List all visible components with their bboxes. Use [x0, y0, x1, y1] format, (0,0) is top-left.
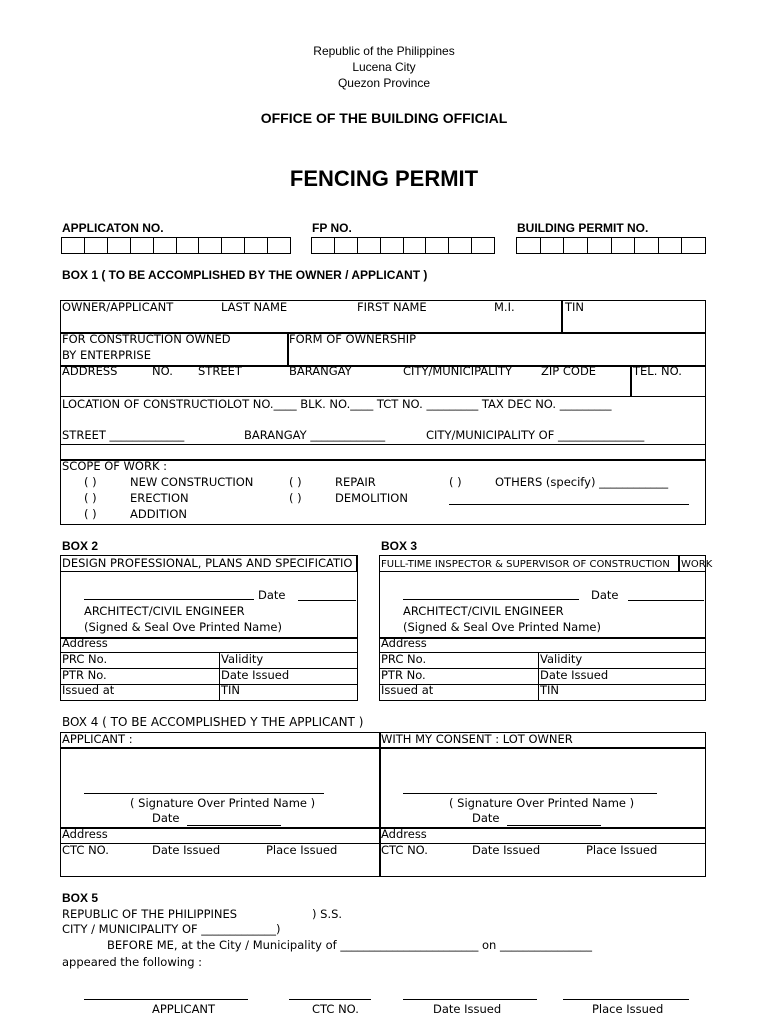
new-construction-checkbox[interactable]: ( ): [84, 475, 97, 489]
box5-date-issued-line: [403, 999, 537, 1000]
location-line: LOCATION OF CONSTRUCTIOLOT NO.____ BLK. NO.____ TCT NO. _________ TAX DEC NO. _________: [62, 397, 612, 411]
box3-date-label: Date: [591, 588, 619, 602]
box3-date-issued: Date Issued: [540, 668, 609, 682]
office-title: OFFICE OF THE BUILDING OFFICIAL: [260, 110, 508, 126]
box4-applicant-ctc: CTC NO.: [62, 843, 109, 857]
box4-owner-address: Address: [381, 827, 427, 841]
tel-no-label: TEL. NO.: [633, 364, 682, 378]
address-city-label: CITY/MUNICIPALITY: [403, 364, 513, 378]
form-of-ownership-label: FORM OF OWNERSHIP: [289, 332, 417, 346]
box5-applicant-label: APPLICANT: [152, 1002, 216, 1016]
repair-checkbox[interactable]: ( ): [289, 475, 302, 489]
mi-label: M.I.: [494, 300, 515, 314]
box2-prc: PRC No.: [62, 652, 108, 666]
box4-owner-place-issued: Place Issued: [586, 843, 658, 857]
erection-label: ERECTION: [130, 491, 189, 505]
box4-owner-date-label: Date: [472, 811, 500, 825]
box4-applicant-signature-caption: ( Signature Over Printed Name ): [130, 796, 316, 810]
republic-line: Republic of the Philippines: [313, 44, 455, 58]
owner-applicant-label: OWNER/APPLICANT: [62, 300, 174, 314]
box4-applicant-date-line: [187, 825, 281, 826]
box1-heading: BOX 1 ( TO BE ACCOMPLISHED BY THE OWNER / APPLICANT ): [62, 268, 428, 282]
box2-signed: (Signed & Seal Ove Printed Name): [84, 620, 282, 634]
by-enterprise-label: BY ENTERPRISE: [62, 348, 151, 362]
box5-republic: REPUBLIC OF THE PHILIPPINES: [62, 907, 238, 921]
box3-signature-line: [403, 599, 579, 600]
box2-ptr: PTR No.: [62, 668, 107, 682]
building-permit-no-label: BUILDING PERMIT NO.: [517, 221, 649, 235]
repair-label: REPAIR: [335, 475, 376, 489]
address-barangay-label: BARANGAY: [289, 364, 352, 378]
box4-owner-ctc: CTC NO.: [381, 843, 428, 857]
address-label: ADDRESS: [62, 364, 118, 378]
address-no-label: NO.: [152, 364, 173, 378]
tin-label: TIN: [565, 300, 585, 314]
box2-date-label: Date: [258, 588, 286, 602]
box3-prc: PRC No.: [381, 652, 427, 666]
box4-owner-signature-caption: ( Signature Over Printed Name ): [449, 796, 635, 810]
box4-heading: BOX 4 ( TO BE ACCOMPLISHED Y THE APPLICANT ): [62, 715, 364, 729]
page-title: FENCING PERMIT: [289, 166, 479, 191]
first-name-label: FIRST NAME: [357, 300, 427, 314]
construction-owned-label: FOR CONSTRUCTION OWNED: [62, 332, 231, 346]
box5-date-issued-label: Date Issued: [433, 1002, 502, 1016]
city-line-field: CITY/MUNICIPALITY OF _______________: [426, 428, 645, 442]
box5-city: CITY / MUNICIPALITY OF _____________): [62, 922, 281, 936]
new-construction-label: NEW CONSTRUCTION: [130, 475, 254, 489]
others-specify-line: [449, 504, 689, 505]
box2-issued-at: Issued at: [62, 683, 115, 697]
box5-ss: ) S.S.: [312, 907, 343, 921]
box3-address: Address: [381, 636, 427, 650]
box3-ptr: PTR No.: [381, 668, 426, 682]
addition-checkbox[interactable]: ( ): [84, 507, 97, 521]
barangay-line: BARANGAY _____________: [244, 428, 386, 442]
box3-title: FULL-TIME INSPECTOR & SUPERVISOR OF CONSTRUCTION: [381, 559, 670, 570]
box3-role: ARCHITECT/CIVIL ENGINEER: [403, 604, 564, 618]
box4-owner-date-line: [507, 825, 601, 826]
building-permit-no-input[interactable]: [516, 237, 706, 254]
addition-label: ADDITION: [130, 507, 188, 521]
box2-role: ARCHITECT/CIVIL ENGINEER: [84, 604, 245, 618]
others-label: OTHERS (specify) ____________: [495, 475, 669, 489]
box4-applicant-signature-line: [84, 793, 324, 794]
last-name-label: LAST NAME: [221, 300, 288, 314]
box2-address: Address: [62, 636, 108, 650]
fp-no-input[interactable]: [311, 237, 495, 254]
scope-of-work-label: SCOPE OF WORK :: [62, 459, 168, 473]
others-checkbox[interactable]: ( ): [449, 475, 462, 489]
box2-validity: Validity: [221, 652, 264, 666]
box2-tin: TIN: [221, 683, 241, 697]
box3-title-cut: WORK: [681, 559, 713, 570]
box3-date-line: [628, 600, 704, 601]
box5-applicant-line: [84, 999, 248, 1000]
erection-checkbox[interactable]: ( ): [84, 491, 97, 505]
fp-no-label: FP NO.: [312, 221, 352, 235]
box5-place-issued-label: Place Issued: [592, 1002, 664, 1016]
box5-ctc-label: CTC NO.: [312, 1002, 359, 1016]
box2-date-line: [298, 600, 356, 601]
box3-signed: (Signed & Seal Ove Printed Name): [403, 620, 601, 634]
box4-applicant-address: Address: [62, 827, 108, 841]
box4-applicant-date-issued: Date Issued: [152, 843, 221, 857]
application-no-input[interactable]: [61, 237, 291, 254]
box5-place-issued-line: [563, 999, 689, 1000]
box3-heading: BOX 3: [381, 539, 418, 553]
box5-before-me: BEFORE ME, at the City / Municipality of ________________________ on ________________: [107, 938, 592, 952]
box4-consent-label: WITH MY CONSENT : LOT OWNER: [381, 732, 573, 746]
demolition-label: DEMOLITION: [335, 491, 408, 505]
box5-ctc-line: [289, 999, 371, 1000]
box3-validity: Validity: [540, 652, 583, 666]
box2-date-issued: Date Issued: [221, 668, 290, 682]
box2-title: DESIGN PROFESSIONAL, PLANS AND SPECIFICATIO: [62, 556, 353, 570]
address-street-label: STREET: [198, 364, 242, 378]
street-line: STREET _____________: [62, 428, 185, 442]
box3-issued-at: Issued at: [381, 683, 434, 697]
city-line: Lucena City: [352, 60, 416, 74]
box2-signature-line: [84, 599, 254, 600]
box4-applicant-date-label: Date: [152, 811, 180, 825]
box4-owner-signature-line: [403, 793, 657, 794]
box2-heading: BOX 2: [62, 539, 99, 553]
box4-applicant-label: APPLICANT :: [62, 732, 133, 746]
zip-code-label: ZIP CODE: [541, 364, 597, 378]
province-line: Quezon Province: [337, 76, 431, 90]
demolition-checkbox[interactable]: ( ): [289, 491, 302, 505]
box5-heading: BOX 5: [62, 891, 99, 905]
box5-appeared: appeared the following :: [62, 955, 203, 969]
box3-tin: TIN: [540, 683, 560, 697]
application-no-label: APPLICATON NO.: [62, 221, 164, 235]
box4-applicant-place-issued: Place Issued: [266, 843, 338, 857]
box4-owner-date-issued: Date Issued: [472, 843, 541, 857]
